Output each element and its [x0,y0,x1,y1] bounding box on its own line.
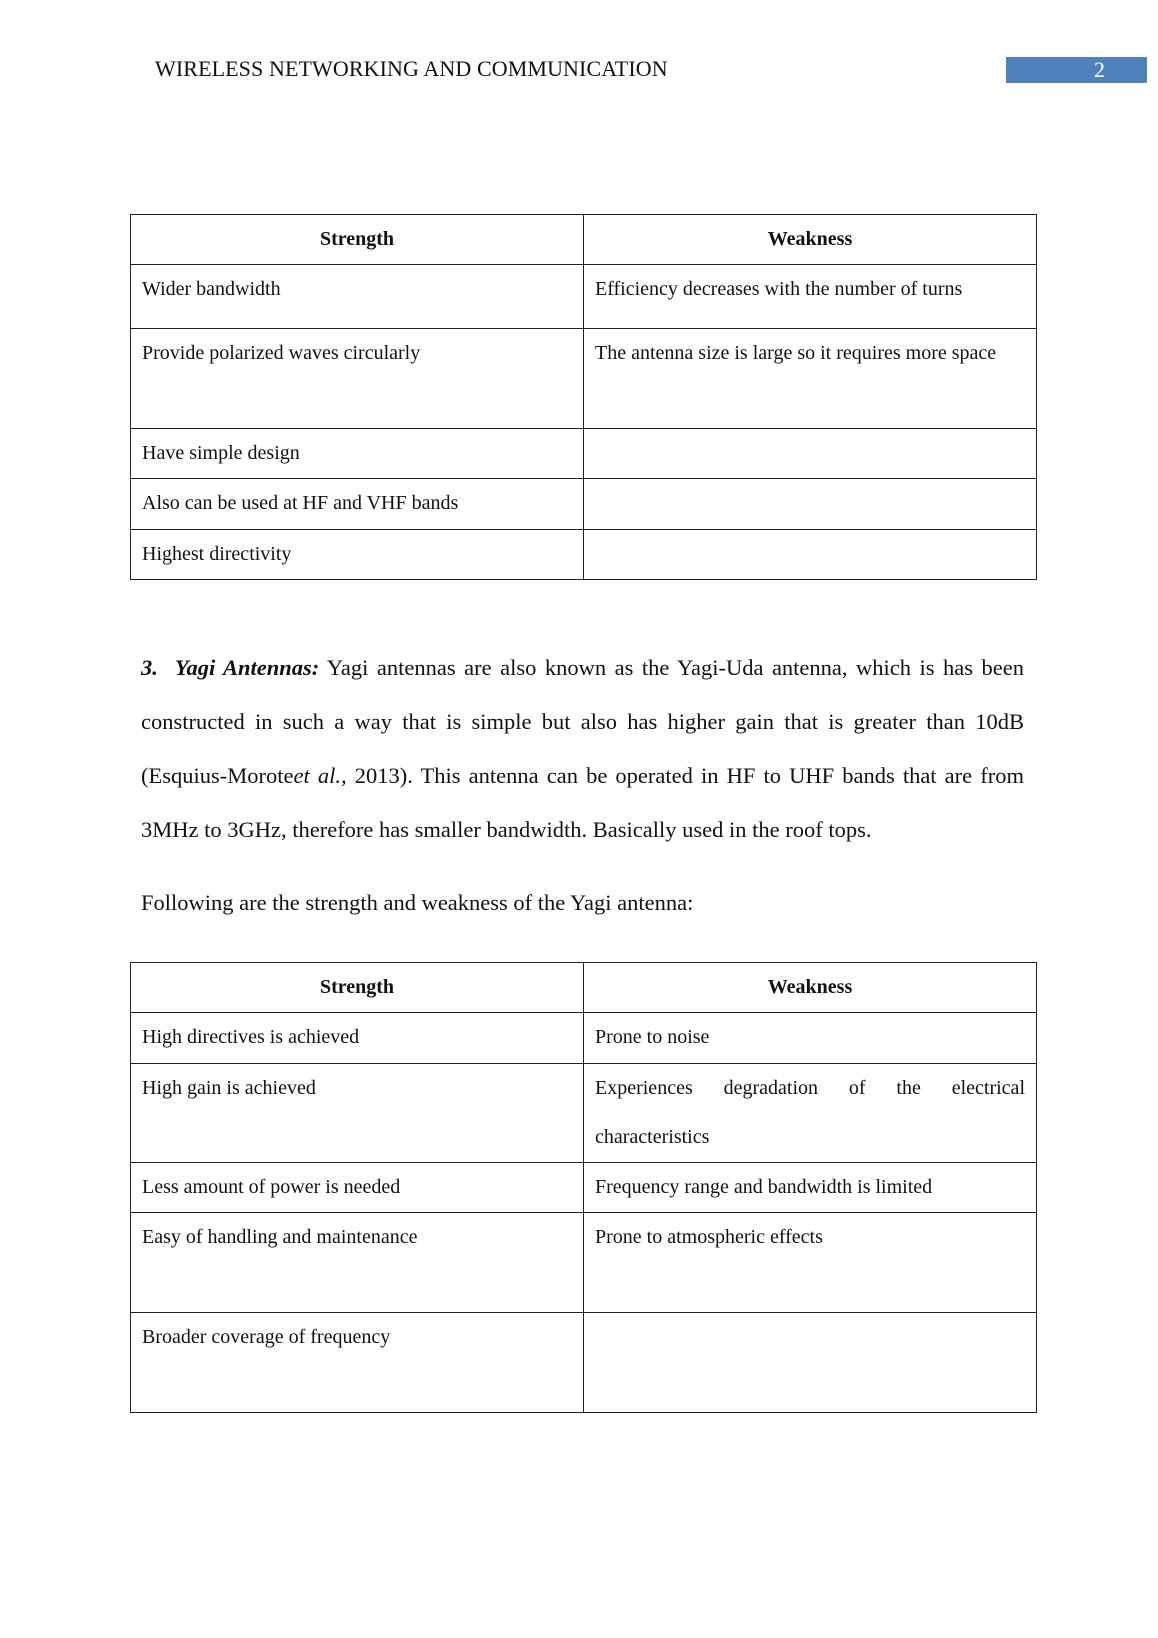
strength-cell: Less amount of power is needed [131,1163,584,1213]
table-intro-sentence: Following are the strength and weakness of the Yagi antenna: [141,890,694,915]
weakness-cell: Prone to atmospheric effects [584,1213,1037,1313]
table-row [131,1213,1037,1313]
strength-cell: High directives is achieved [131,1013,584,1064]
weakness-cell [584,530,1037,580]
weakness-header: Weakness [584,963,1037,1013]
table-row [131,1163,1037,1213]
weakness-cell: Efficiency decreases with the number of turns [584,265,1037,329]
strength-cell: Have simple design [131,429,584,479]
weakness-cell [584,479,1037,530]
yagi-strength-weakness-table [130,962,1037,1413]
weakness-header: Weakness [584,215,1037,265]
strength-cell: Easy of handling and maintenance [131,1213,584,1313]
page-number-badge: 2 [1006,57,1147,83]
weakness-cell: Experiences degradation of the electrical characteristics [584,1064,1037,1163]
strength-header: Strength [131,963,584,1013]
paragraph-text: Yagi antennas are also known as the Yagi-Uda antenna, which is has been constructed in such a way that is simple but also has higher gain that is greater than 10dB (Esquius-Morote [141,655,1024,788]
table-row [131,1313,1037,1413]
table-row [131,479,1037,530]
table-row [131,1064,1037,1163]
citation-et-al: et al., [293,763,347,788]
strength-cell: Highest directivity [131,530,584,580]
helical-strength-weakness-table [130,214,1037,580]
weakness-cell: Frequency range and bandwidth is limited [584,1163,1037,1213]
paragraph-text-continued: 2013). This antenna can be operated in HF to UHF bands that are from 3MHz to 3GHz, therefore has smaller bandwidth. Basically used in the roof tops. [141,763,1024,842]
running-header-title: WIRELESS NETWORKING AND COMMUNICATION [155,56,668,81]
weakness-cell: Prone to noise [584,1013,1037,1064]
table-row [131,265,1037,329]
table-row [131,1013,1037,1064]
strength-cell: Provide polarized waves circularly [131,329,584,429]
table-row [131,530,1037,580]
strength-cell: Wider bandwidth [131,265,584,329]
strength-cell: Broader coverage of frequency [131,1313,584,1413]
strength-cell: Also can be used at HF and VHF bands [131,479,584,530]
table-header-row [131,215,1037,265]
table-row [131,329,1037,429]
weakness-cell: The antenna size is large so it requires more space [584,329,1037,429]
section-heading: Yagi Antennas: [174,655,320,680]
table-row [131,429,1037,479]
yagi-antennas-paragraph [141,641,1024,857]
weakness-cell [584,429,1037,479]
section-number: 3. [141,655,158,680]
table-header-row [131,963,1037,1013]
weakness-cell [584,1313,1037,1413]
strength-cell: High gain is achieved [131,1064,584,1163]
strength-header: Strength [131,215,584,265]
